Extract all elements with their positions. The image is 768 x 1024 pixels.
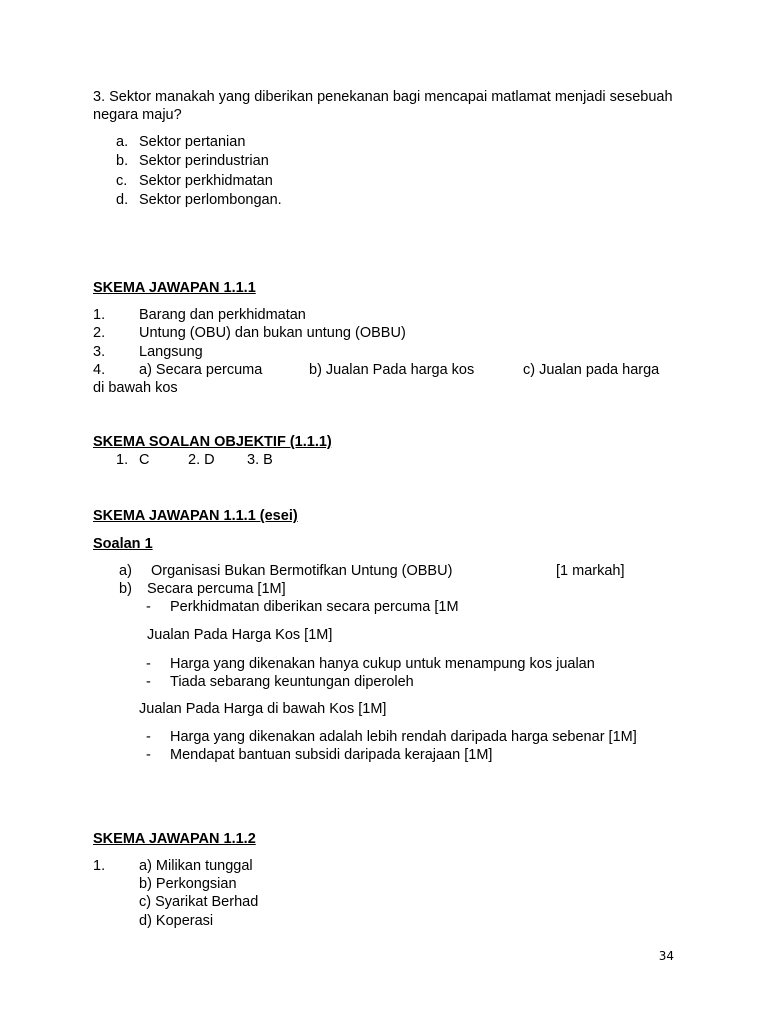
section-heading-skema-111: SKEMA JAWAPAN 1.1.1 xyxy=(93,280,256,296)
answer-4c: c) Jualan pada harga xyxy=(523,362,660,378)
list-item: b) Perkongsian xyxy=(139,876,237,892)
section-heading-skema-112: SKEMA JAWAPAN 1.1.2 xyxy=(93,831,256,847)
page-number: 34 xyxy=(658,949,674,963)
option-text: Sektor perlombongan. xyxy=(139,192,282,208)
answer-number: 1. xyxy=(93,858,106,874)
answer-text: Untung (OBU) dan bukan untung (OBBU) xyxy=(139,325,406,341)
esei-a-text: Organisasi Bukan Bermotifkan Untung (OBBU) xyxy=(151,563,453,579)
bullet-dash: - xyxy=(146,747,151,763)
option-letter: a. xyxy=(116,134,129,150)
bullet-dash: - xyxy=(146,656,151,672)
esei-sub3-bullet: Mendapat bantuan subsidi daripada kerajaan [1M] xyxy=(170,747,493,763)
list-item: d) Koperasi xyxy=(139,913,214,929)
option-text: Sektor pertanian xyxy=(139,134,246,150)
answer-4a: a) Secara percuma xyxy=(139,362,263,378)
esei-a-mark: [1 markah] xyxy=(556,563,625,579)
answer-number: 2. xyxy=(93,325,106,341)
esei-b-label: b) xyxy=(119,581,132,597)
esei-b-text: Secara percuma [1M] xyxy=(147,581,286,597)
bullet-dash: - xyxy=(146,729,151,745)
option-text: Sektor perindustrian xyxy=(139,153,269,169)
objective-answer-2: 2. D xyxy=(188,452,215,468)
bullet-dash: - xyxy=(146,674,151,690)
list-item: c) Syarikat Berhad xyxy=(139,894,259,910)
esei-b-bullet: Perkhidmatan diberikan secara percuma [1M xyxy=(170,599,459,615)
answer-4b: b) Jualan Pada harga kos xyxy=(309,362,475,378)
objective-answer-1: C xyxy=(139,452,150,468)
option-letter: b. xyxy=(116,153,129,169)
answer-4c-continued: di bawah kos xyxy=(93,380,178,396)
esei-a-label: a) xyxy=(119,563,132,579)
answer-text: Langsung xyxy=(139,344,203,360)
answer-number: 1. xyxy=(93,307,106,323)
option-text: Sektor perkhidmatan xyxy=(139,173,273,189)
objective-number: 1. xyxy=(116,452,129,468)
section-heading-esei: SKEMA JAWAPAN 1.1.1 (esei) xyxy=(93,508,298,524)
esei-sub2-bullet: Harga yang dikenakan hanya cukup untuk menampung kos jualan xyxy=(170,656,595,672)
section-heading-objektif: SKEMA SOALAN OBJEKTIF (1.1.1) xyxy=(93,434,332,450)
esei-sub2-bullet: Tiada sebarang keuntungan diperoleh xyxy=(170,674,414,690)
esei-sub3-bullet: Harga yang dikenakan adalah lebih rendah daripada harga sebenar [1M] xyxy=(170,729,637,745)
esei-sub2-title: Jualan Pada Harga Kos [1M] xyxy=(147,627,333,643)
option-letter: d. xyxy=(116,192,129,208)
soalan-heading: Soalan 1 xyxy=(93,536,153,552)
list-item: a) Milikan tunggal xyxy=(139,858,253,874)
answer-text: Barang dan perkhidmatan xyxy=(139,307,306,323)
question-3-stem: 3. Sektor manakah yang diberikan penekanan bagi mencapai matlamat menjadi sesebuah negara maju? xyxy=(93,89,673,123)
option-letter: c. xyxy=(116,173,128,189)
objective-answer-3: 3. B xyxy=(247,452,273,468)
bullet-dash: - xyxy=(146,599,151,615)
answer-number: 3. xyxy=(93,344,106,360)
answer-number: 4. xyxy=(93,362,106,378)
esei-sub3-title: Jualan Pada Harga di bawah Kos [1M] xyxy=(139,701,387,717)
